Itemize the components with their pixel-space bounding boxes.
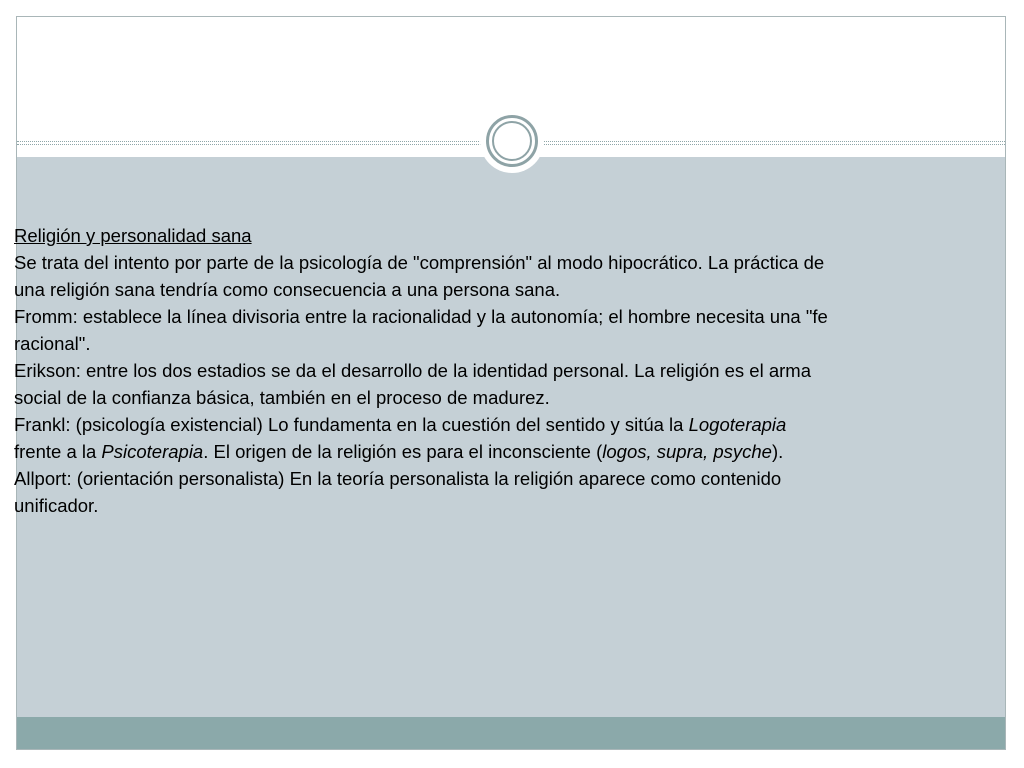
slide-heading: Religión y personalidad sana — [14, 225, 252, 246]
body-line: una religión sana tendría como consecuencia a una persona sana. — [14, 279, 561, 300]
frankl-line-2 — [14, 438, 1014, 465]
body-line: Se trata del intento por parte de la psicología de "comprensión" al modo hipocrático. La práctica de — [14, 252, 825, 273]
body-line: unificador. — [14, 495, 99, 516]
body-line: social de la confianza básica, también en el proceso de madurez. — [14, 387, 550, 408]
frankl-text: Frankl: (psicología existencial) Lo fundamenta en la cuestión del sentido y sitúa la — [14, 414, 689, 435]
frankl-line-1 — [14, 411, 1014, 438]
slide-body — [14, 222, 1014, 519]
frankl-text: ). — [771, 441, 784, 462]
frankl-text: frente a la — [14, 441, 102, 462]
logoterapia-term: Logoterapia — [688, 414, 787, 435]
frankl-text: . El origen de la religión es para el inconsciente ( — [203, 441, 603, 462]
body-line: Allport: (orientación personalista) En la teoría personalista la religión aparece como contenido — [14, 468, 782, 489]
body-line: Fromm: establece la línea divisoria entre la racionalidad y la autonomía; el hombre necesita una "fe — [14, 306, 828, 327]
psicoterapia-term: Psicoterapia — [101, 441, 204, 462]
footer-band — [17, 717, 1005, 750]
body-line: Erikson: entre los dos estadios se da el desarrollo de la identidad personal. La religión es el arma — [14, 360, 811, 381]
ring-ornament-inner — [486, 115, 538, 167]
body-line: racional". — [14, 333, 91, 354]
greek-terms: logos, supra, psyche — [602, 441, 772, 462]
ring-ornament-icon — [480, 109, 544, 173]
